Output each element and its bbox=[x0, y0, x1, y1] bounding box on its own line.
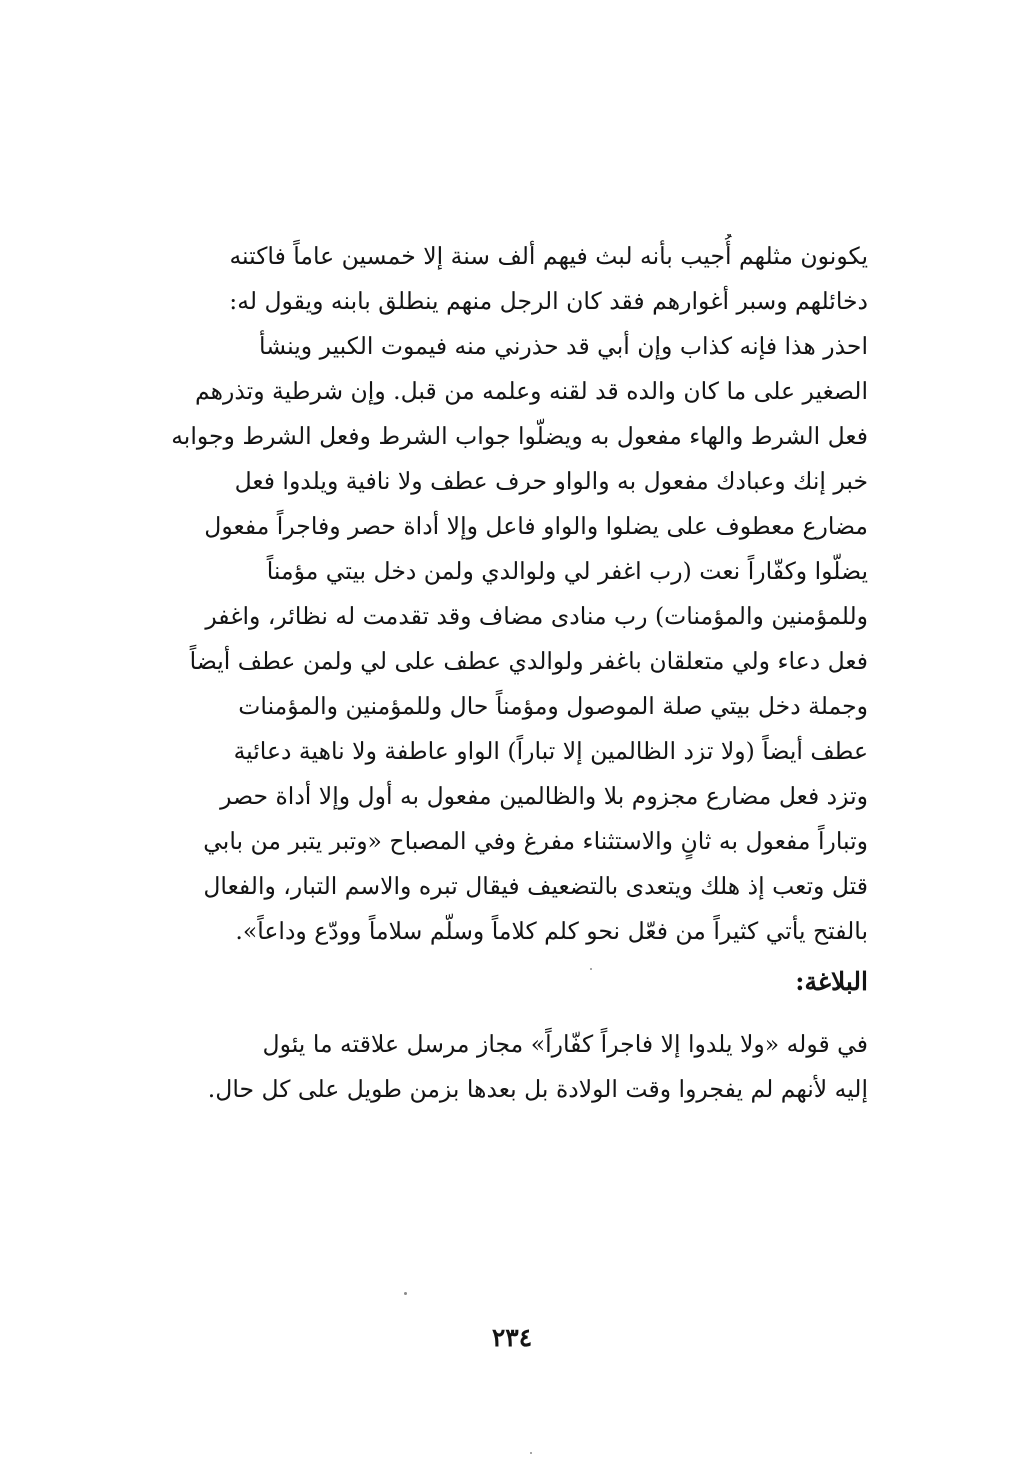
body-line: وتباراً مفعول به ثانٍ والاستثناء مفرغ وفي المصباح «وتبر يتبر من بابي bbox=[203, 827, 868, 855]
body-line: بالفتح يأتي كثيراً من فعّل نحو كلم كلاماً وسلّم سلاماً وودّع وداعاً». bbox=[235, 917, 868, 945]
scan-speck bbox=[530, 1452, 532, 1454]
body-line: قتل وتعب إذ هلك ويتعدى بالتضعيف فيقال تبره والاسم التبار، والفعال bbox=[203, 872, 868, 900]
scan-speck bbox=[590, 968, 592, 970]
balagha-text bbox=[158, 1022, 868, 1112]
body-line: وللمؤمنين والمؤمنات) رب منادى مضاف وقد تقدمت له نظائر، واغفر bbox=[205, 602, 868, 630]
body-line: يكونون مثلهم أُجيب بأنه لبث فيهم ألف سنة إلا خمسين عاماً فاكتنه bbox=[229, 242, 868, 270]
body-line: يضلّوا وكفّاراً نعت (رب اغفر لي ولوالدي ولمن دخل بيتي مؤمناً bbox=[266, 557, 868, 585]
scan-speck bbox=[404, 1292, 407, 1295]
body-line: مضارع معطوف على يضلوا والواو فاعل وإلا أداة حصر وفاجراً مفعول bbox=[204, 512, 868, 540]
body-line: فعل الشرط والهاء مفعول به ويضلّوا جواب الشرط وفعل الشرط وجوابه bbox=[171, 422, 868, 450]
balagha-line: في قوله «ولا يلدوا إلا فاجراً كفّاراً» مجاز مرسل علاقته ما يئول bbox=[262, 1030, 868, 1058]
page-number: ٢٣٤ bbox=[491, 1323, 533, 1352]
body-line: دخائلهم وسبر أغوارهم فقد كان الرجل منهم ينطلق بابنه ويقول له: bbox=[229, 287, 868, 315]
body-line: وجملة دخل بيتي صلة الموصول ومؤمناً حال وللمؤمنين والمؤمنات bbox=[238, 692, 868, 720]
body-line: خبر إنك وعبادك مفعول به والواو حرف عطف ولا نافية ويلدوا فعل bbox=[234, 467, 868, 495]
body-line: عطف أيضاً (ولا تزد الظالمين إلا تباراً) الواو عاطفة ولا ناهية دعائية bbox=[233, 737, 868, 765]
body-line: الصغير على ما كان والده قد لقنه وعلمه من قبل. وإن شرطية وتذرهم bbox=[194, 377, 868, 405]
body-line: وتزد فعل مضارع مجزوم بلا والظالمين مفعول به أول وإلا أداة حصر bbox=[220, 782, 868, 810]
body-line: فعل دعاء ولي متعلقان باغفر ولوالدي عطف على لي ولمن عطف أيضاً bbox=[189, 647, 868, 675]
body-text bbox=[158, 234, 868, 954]
balagha-line: إليه لأنهم لم يفجروا وقت الولادة بل بعدها بزمن طويل على كل حال. bbox=[207, 1075, 868, 1103]
body-line: احذر هذا فإنه كذاب وإن أبي قد حذرني منه فيموت الكبير وينشأ bbox=[259, 332, 868, 360]
balagha-heading: البلاغة: bbox=[795, 967, 868, 996]
